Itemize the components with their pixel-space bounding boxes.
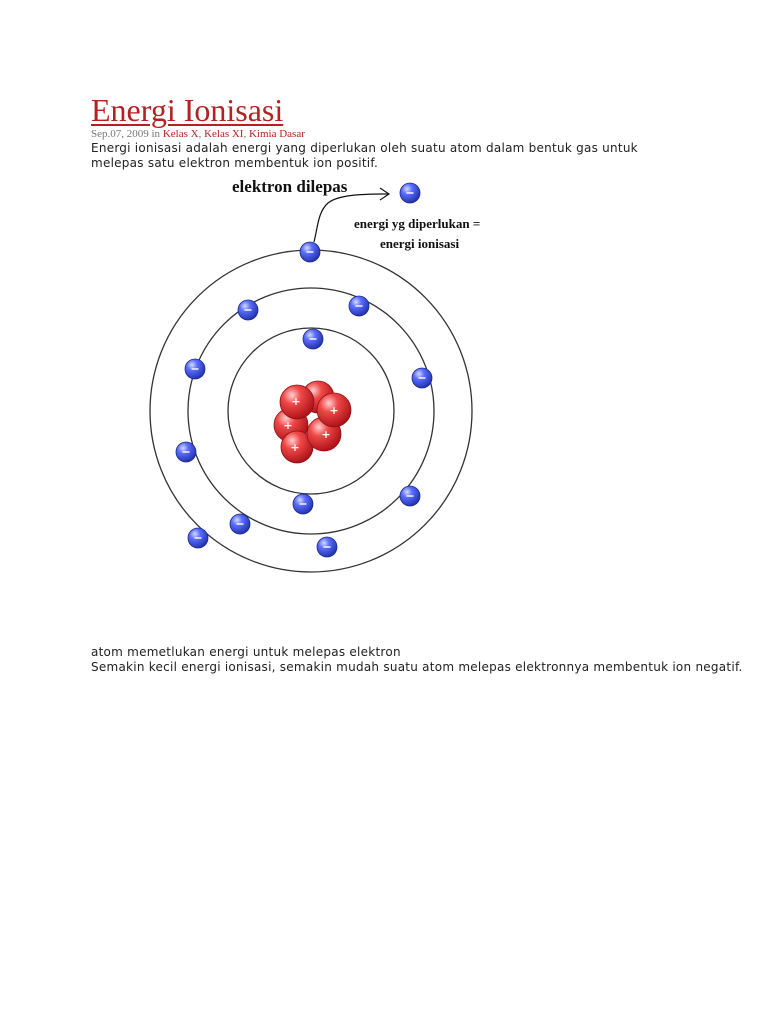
electron bbox=[303, 329, 323, 349]
proton-sign: + bbox=[283, 419, 293, 432]
electron bbox=[185, 359, 205, 379]
proton-sign: + bbox=[291, 395, 301, 408]
proton-sign: + bbox=[290, 441, 300, 454]
electron bbox=[176, 442, 196, 462]
caption-ionization-note: Semakin kecil energi ionisasi, semakin mudah suatu atom melepas elektronnya membentuk ion negatif. bbox=[91, 660, 743, 674]
electron bbox=[188, 528, 208, 548]
proton-sign: + bbox=[321, 428, 331, 441]
post-in-label: in bbox=[151, 128, 161, 140]
electron bbox=[293, 494, 313, 514]
electron-released bbox=[400, 183, 420, 203]
electron-outer-top bbox=[300, 242, 320, 262]
label-energy-line2: energi ionisasi bbox=[380, 236, 460, 251]
atom-diagram bbox=[140, 170, 500, 610]
post-meta: Sep.07, 2009 in Kelas X, Kelas XI, Kimia Dasar bbox=[91, 128, 305, 140]
electron bbox=[412, 368, 432, 388]
post-date: Sep.07, 2009 bbox=[91, 128, 149, 140]
electron bbox=[400, 486, 420, 506]
label-electron-released: elektron dilepas bbox=[232, 177, 348, 196]
electron bbox=[317, 537, 337, 557]
category-link-kelas-x[interactable]: Kelas X bbox=[162, 128, 199, 140]
intro-paragraph: Energi ionisasi adalah energi yang diperlukan oleh suatu atom dalam bentuk gas untuk melepas satu elektron membentuk ion positif. bbox=[91, 141, 638, 170]
category-link-kelas-xi[interactable]: Kelas XI bbox=[204, 128, 244, 140]
nucleus bbox=[274, 381, 351, 463]
proton-sign: + bbox=[329, 404, 339, 417]
label-energy-line1: energi yg diperlukan = bbox=[354, 216, 481, 231]
caption-energy-needed: atom memetlukan energi untuk melepas elektron bbox=[91, 645, 401, 659]
article-title: Energi Ionisasi bbox=[91, 92, 284, 128]
electron bbox=[230, 514, 250, 534]
category-link-kimia-dasar[interactable]: Kimia Dasar bbox=[248, 128, 305, 140]
electron bbox=[238, 300, 258, 320]
electron bbox=[349, 296, 369, 316]
